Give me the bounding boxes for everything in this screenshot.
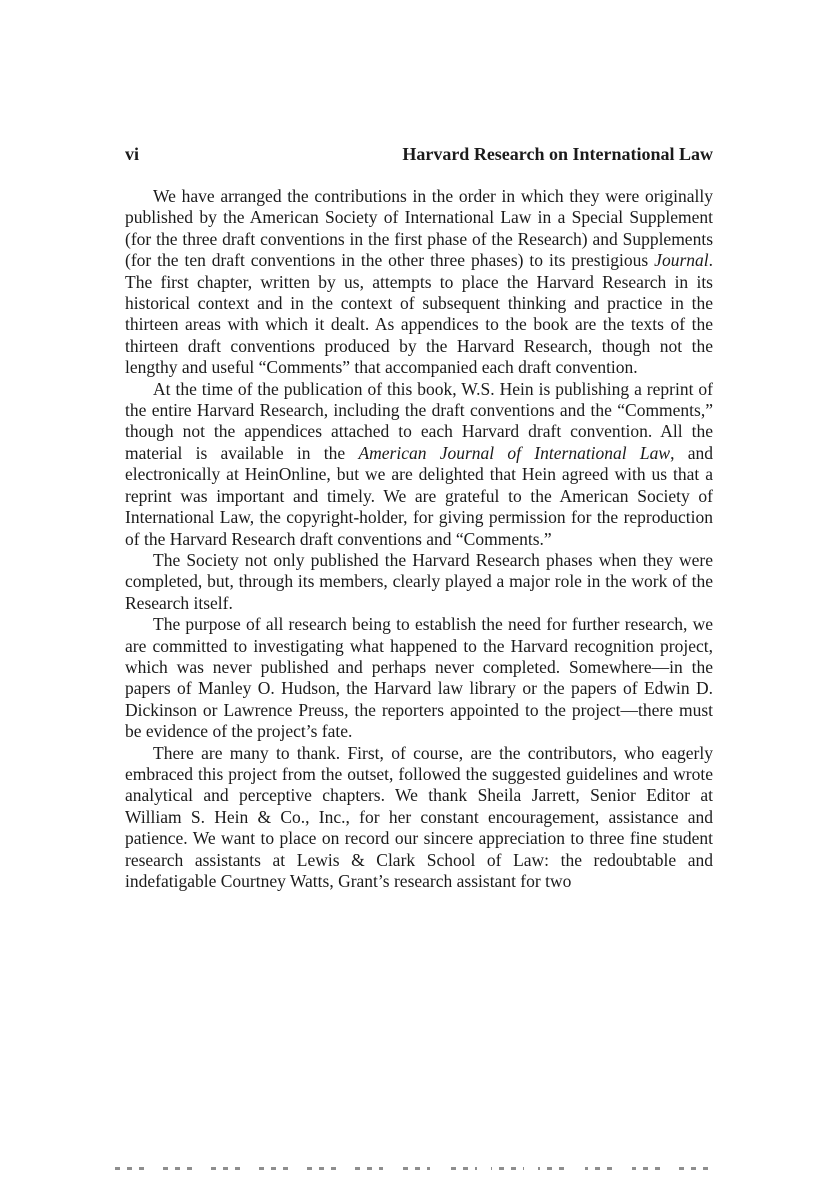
text-run: The purpose of all research being to establish the need for further research, we are committed to investigating what happened to the Harvard recognition project, which was never published and perhaps never completed. Somewhere—in the papers of Manley O. Hudson, the Harvard law library or the papers of Edwin D. Dickinson or Lawrence Preuss, the reporters appointed to the project—there must be evidence of the project’s fate. — [125, 614, 713, 742]
clipped-footer-text-line — [115, 1167, 727, 1170]
running-title: Harvard Research on International Law — [402, 144, 713, 164]
page-number: vi — [125, 144, 140, 164]
page-body — [125, 186, 713, 892]
text-run: At the time of the publication of this book, W.S. Hein is publishing a reprint of the entire Harvard Research, including the draft conventions and the “Comments,” though not the appendices attached to each Harvard draft convention. All the material is available in the — [125, 378, 713, 463]
running-header — [125, 143, 713, 165]
paragraph — [125, 379, 713, 550]
italic-text-run: American Journal of International Law — [358, 442, 671, 463]
text-run: . The first chapter, written by us, attempts to place the Harvard Research in its historical context and in the context of subsequent thinking and practice in the thirteen areas with which it dealt. As appendices to the book are the texts of the thirteen draft conventions produced by the Harvard Research, though not the lengthy and useful “Comments” that accompanied each draft convention. — [125, 250, 713, 378]
text-run: We have arranged the contributions in the order in which they were originally published by the American Society of International Law in a Special Supplement (for the three draft conventions in the first phase of the Research) and Supplements (for the ten draft conventions in the other three phases) to its prestigious — [125, 186, 713, 271]
paragraph — [125, 550, 713, 614]
text-run: The Society not only published the Harvard Research phases when they were completed, but, through its members, clearly played a major role in the work of the Research itself. — [125, 549, 713, 613]
text-run: There are many to thank. First, of course, are the contributors, who eagerly embraced this project from the outset, followed the suggested guidelines and wrote analytical and perceptive chapters. We thank Sheila Jarrett, Senior Editor at William S. Hein & Co., Inc., for her constant encouragement, assistance and patience. We want to place on record our sincere appreciation to three fine student research assistants at Lewis & Clark School of Law: the redoubtable and indefatigable Courtney Watts, Grant’s research assistant for two — [125, 742, 713, 891]
paragraph — [125, 186, 713, 379]
paragraph — [125, 743, 713, 893]
text-run: , and electronically at HeinOnline, but we are delighted that Hein agreed with us that a reprint was important and timely. We are grateful to the American Society of International Law, the copyright-holder, for giving permission for the reproduction of the Harvard Research draft conventions and “Comments.” — [125, 442, 713, 549]
paragraph — [125, 614, 713, 742]
italic-text-run: Journal — [654, 250, 709, 271]
